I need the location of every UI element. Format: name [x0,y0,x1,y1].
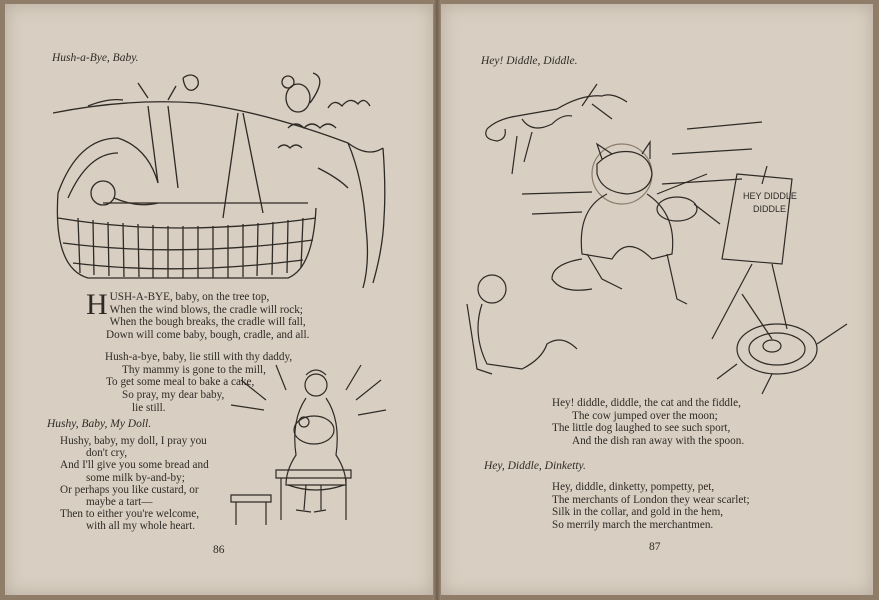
hey-diddle-dinketty-verse [552,481,750,532]
verse-line: maybe a tart— [86,496,153,509]
hey-diddle-diddle-title: Hey! Diddle, Diddle. [481,55,578,67]
verse-line: don't cry, [86,447,128,460]
sign-text-2: DIDDLE [753,204,787,214]
hushy-baby-verse [60,435,209,533]
hushy-baby-title: Hushy, Baby, My Doll. [47,418,152,430]
dropcap-h: H [86,288,108,321]
verse-line: The merchants of London they wear scarlet; [552,493,750,506]
page-number-left: 86 [213,544,225,556]
verse-line: When the wind blows, the cradle will rock; [109,303,303,316]
verse-line: Hey! diddle, diddle, the cat and the fiddle, [552,397,741,409]
book-spine [433,0,441,600]
verse-line: Silk in the collar, and gold in the hem, [552,506,724,519]
page-number-right: 87 [649,541,661,553]
verse-line: Thy mammy is gone to the mill, [122,363,266,376]
cat-fiddle-illustration [462,74,857,396]
verse-line: And the dish ran away with the spoon. [572,435,745,448]
verse-line: To get some meal to bake a cake, [106,376,255,389]
verse-line: So pray, my dear baby, [122,389,225,402]
verse-line: And I'll give you some bread and [60,459,209,472]
hey-diddle-verse [552,397,744,448]
verse-line: Or perhaps you like custard, or [60,483,199,496]
verse-line: So merrily march the merchantmen. [552,519,714,532]
verse-line: Hush-a-bye, baby, lie still with thy daddy, [105,351,293,363]
verse-line: When the bough breaks, the cradle will fall, [109,316,306,329]
hush-a-bye-title: Hush-a-Bye, Baby. [52,52,139,64]
verse-line: The cow jumped over the moon; [572,409,718,422]
verse-line: some milk by-and-by; [86,471,185,484]
girl-with-doll-illustration [226,360,391,532]
hey-diddle-dinketty-title: Hey, Diddle, Dinketty. [484,460,586,472]
verse-line: with all my whole heart. [86,520,196,533]
verse-line: Hey, diddle, dinketty, pompetty, pet, [552,481,715,493]
hush-a-bye-stanza-1 [86,288,310,342]
verse-line: lie still. [132,401,166,414]
sign-text-1: HEY DIDDLE [743,191,797,201]
verse-line: Down will come baby, bough, cradle, and all. [106,329,310,342]
verse-line: The little dog laughed to see such sport, [552,422,731,435]
verse-line: Hushy, baby, my doll, I pray you [60,435,207,447]
verse-line: Then to either you're welcome, [60,508,200,521]
verse-line: USH-A-BYE, baby, on the tree top, [109,291,270,303]
cradle-illustration [48,68,393,290]
